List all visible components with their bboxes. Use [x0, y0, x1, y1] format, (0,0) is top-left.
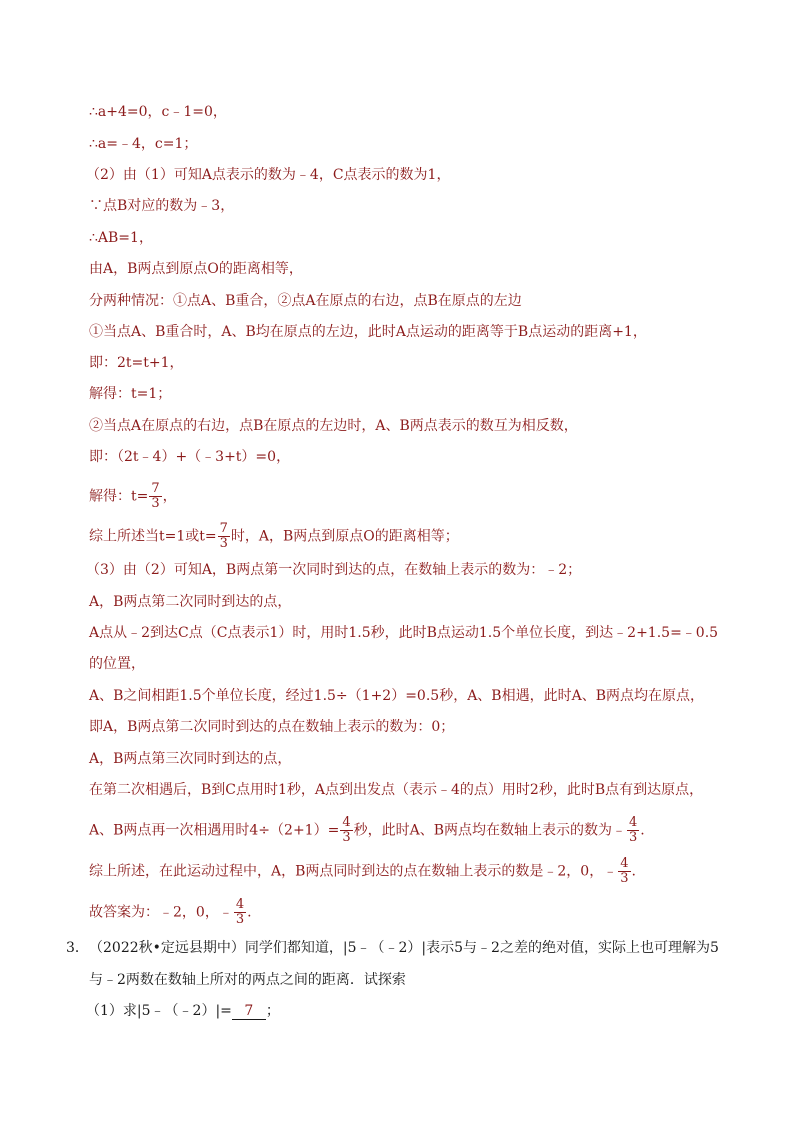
solution-line: 的位置，: [89, 656, 145, 672]
text-segment: A、B两点再一次相遇用时4÷（2+1）=: [89, 822, 340, 839]
fraction-denominator: 3: [620, 871, 629, 886]
text-segment: 综上所述当t=1或t=: [89, 528, 217, 545]
answer-line: [89, 898, 252, 927]
text-segment: .: [631, 863, 636, 880]
fraction: [340, 816, 352, 845]
text-segment: .: [247, 904, 252, 921]
solution-line: 在第二次相遇后，B到C点用时1秒，A点到出发点（表示﹣4的点）用时2秒，此时B点有到达原点，: [89, 782, 704, 798]
solution-line: 由A，B两点到原点O的距离相等，: [89, 261, 303, 277]
solution-line: A，B两点第三次同时到达的点，: [89, 751, 292, 767]
solution-line: [89, 857, 636, 886]
fraction: [234, 898, 246, 927]
solution-line: ∴a+4=0，c﹣1=0，: [89, 104, 227, 120]
text-segment: 综上所述，在此运动过程中，A，B两点同时到达的点在数轴上表示的数是﹣2，0，﹣: [89, 863, 618, 880]
fraction-numerator: 4: [342, 815, 351, 830]
fraction-denominator: 3: [219, 536, 228, 551]
solution-line: ∴AB=1，: [89, 230, 153, 246]
fraction-numerator: 4: [629, 815, 638, 830]
solution-line: [89, 522, 459, 551]
solution-line: 分两种情况：①点A、B重合，②点A在原点的右边，点B在原点的左边: [89, 293, 522, 309]
fraction-denominator: 3: [151, 496, 160, 511]
solution-line: [89, 482, 177, 511]
text-segment: 时，A，B两点到原点O的距离相等；: [230, 528, 459, 545]
solution-line: ①当点A、B重合时，A、B均在原点的左边，此时A点运动的距离等于B点运动的距离+1，: [89, 324, 647, 340]
fraction: [627, 816, 639, 845]
solution-line: 即A，B两点第二次同时到达的点在数轴上表示的数为：0；: [89, 719, 455, 735]
fraction-numerator: 4: [235, 897, 245, 912]
text-segment: （1）求|5﹣（﹣2）|=: [86, 1003, 232, 1019]
fraction-denominator: 3: [629, 830, 638, 845]
fraction-numerator: 7: [219, 521, 228, 536]
text-segment: .: [640, 822, 645, 839]
text-segment: 故答案为：﹣2，0，﹣: [89, 904, 233, 921]
solution-line: ②当点A在原点的右边，点B在原点的左边时，A、B两点表示的数互为相反数，: [89, 418, 578, 434]
text-segment: 秒，此时A、B两点均在数轴上表示的数为﹣: [353, 822, 626, 839]
solution-line: （3）由（2）可知A，B两点第一次同时到达的点，在数轴上表示的数为：﹣2；: [86, 562, 582, 578]
solution-line: A，B两点第二次同时到达的点，: [89, 594, 292, 610]
solution-line: 即：（2t﹣4）+（﹣3+t）=0，: [89, 449, 291, 465]
text-segment: ，: [162, 488, 177, 505]
fraction-numerator: 7: [151, 481, 160, 496]
question-number: 3．: [66, 940, 89, 956]
fraction: [218, 522, 230, 551]
solution-line: 即：2t=t+1，: [89, 355, 184, 371]
answer-blank: 7: [232, 1003, 266, 1020]
text-segment: ；: [265, 1003, 280, 1019]
solution-line: ∵点B对应的数为﹣3，: [89, 198, 235, 214]
question-text: （2022秋•定远县期中）同学们都知道，|5﹣（﹣2）|表示5与﹣2之差的绝对值，实际上也可理解为5: [89, 940, 719, 956]
solution-line: ∴a=﹣4，c=1；: [89, 136, 198, 152]
solution-line: A、B之间相距1.5个单位长度，经过1.5÷（1+2）=0.5秒，A、B相遇，此时A、B两点均在原点，: [89, 688, 704, 704]
fraction-numerator: 4: [620, 856, 629, 871]
text-segment: 解得：t=: [89, 488, 149, 505]
solution-line: A点从﹣2到达C点（C点表示1）时，用时1.5秒，此时B点运动1.5个单位长度，到达﹣2+1.5=﹣0.5: [89, 625, 719, 641]
solution-line: （2）由（1）可知A点表示的数为﹣4，C点表示的数为1，: [86, 167, 451, 183]
fraction-denominator: 3: [342, 830, 351, 845]
fraction-denominator: 3: [235, 912, 245, 927]
fraction: [149, 482, 161, 511]
question-text: 与﹣2两数在数轴上所对的两点之间的距离．试探索: [89, 972, 406, 988]
fraction: [618, 857, 630, 886]
solution-line: [89, 816, 645, 845]
solution-line: 解得：t=1；: [89, 386, 172, 402]
question-text: [86, 1001, 280, 1021]
